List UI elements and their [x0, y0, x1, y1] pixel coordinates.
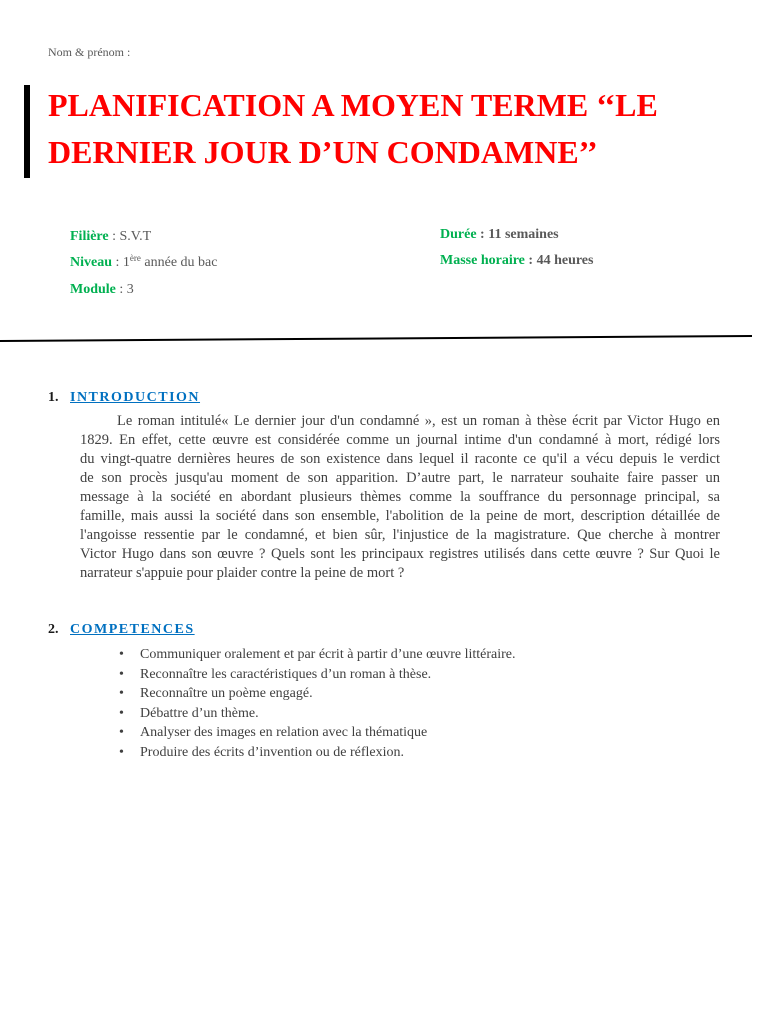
niveau-value-rest: année du bac	[144, 255, 218, 270]
niveau-value	[123, 255, 218, 270]
list-item	[117, 723, 516, 743]
paragraph-line: Victor Hugo dans son œuvre ? Quels sont les principaux registres utilisés dans cette œuvre ? Sur Quoi le	[80, 546, 720, 562]
filiere-separator: :	[112, 229, 116, 244]
paragraph-line: message à la société en abordant plusieurs thèmes comme la souffrance du personnage principal, sa	[80, 489, 720, 505]
niveau-value-number: 1	[122, 255, 130, 270]
list-item	[117, 743, 516, 763]
filiere-value: S.V.T	[119, 229, 152, 244]
competences-list	[117, 645, 516, 763]
list-item-text: Reconnaître les caractéristiques d’un roman à thèse.	[140, 666, 432, 682]
competences-number: 2.	[48, 622, 59, 637]
masse-horaire-separator: :	[528, 253, 534, 268]
list-item-text: Communiquer oralement et par écrit à partir d’une œuvre littéraire.	[140, 647, 516, 662]
paragraph-line: Le roman intitulé« Le dernier jour d'un condamné », est un roman à thèse écrit par Victor Hugo en	[117, 413, 720, 429]
bullet-icon: •	[119, 666, 124, 682]
duree-separator: :	[480, 227, 485, 242]
bullet-icon: •	[119, 725, 124, 741]
competences-heading	[48, 621, 195, 639]
title-line-1: PLANIFICATION A MOYEN TERME ‘‘LE	[48, 87, 658, 123]
introduction-paragraph	[80, 412, 720, 583]
bullet-icon: •	[119, 744, 124, 760]
list-item	[117, 704, 516, 724]
info-module	[70, 281, 134, 299]
introduction-heading	[48, 389, 200, 407]
module-separator: :	[119, 282, 124, 297]
paragraph-line: 1829. En effet, cette œuvre est considérée comme un journal intime d'un condamné à mort, rédigé lors	[80, 432, 720, 448]
paragraph-line: famille, mais aussi la société dans son ensemble, l'abolition de la peine de mort, description détaillée de	[80, 508, 720, 524]
info-filiere	[70, 228, 151, 246]
list-item	[117, 665, 516, 685]
list-item-text: Analyser des images en relation avec la thématique	[140, 725, 428, 741]
list-item	[117, 684, 516, 704]
niveau-label: Niveau	[70, 255, 112, 270]
list-item	[117, 645, 516, 665]
bullet-icon: •	[119, 686, 124, 702]
info-niveau	[70, 254, 217, 272]
duree-label: Durée	[440, 227, 477, 242]
title-line-2: DERNIER JOUR D’UN CONDAMNE’’	[48, 134, 598, 170]
info-duree	[440, 226, 559, 244]
module-value: 3	[126, 282, 134, 297]
paragraph-line: du vingt-quatre dernières heures de son existence dans lequel il raconte ce qu'il a vécu depuis le verdict	[80, 451, 720, 467]
bullet-icon: •	[119, 705, 124, 721]
list-item-text: Produire des écrits d’invention ou de réflexion.	[140, 744, 404, 760]
niveau-separator: :	[115, 255, 120, 270]
module-label: Module	[70, 282, 116, 297]
introduction-title: INTRODUCTION	[70, 390, 201, 405]
name-field-label: Nom & prénom :	[48, 45, 131, 59]
masse-horaire-label: Masse horaire	[440, 253, 525, 268]
info-masse-horaire	[440, 252, 593, 270]
competences-title: COMPETENCES	[70, 622, 195, 637]
niveau-value-superscript: ère	[129, 253, 141, 263]
paragraph-line: l'angoisse ressentie par le condamné, et bien sûr, l'injustice de la magistrature. Que cherche à montrer	[80, 527, 720, 543]
paragraph-line: narrateur s'appuie pour plaider contre la peine de mort ?	[80, 565, 405, 581]
title-accent-bar	[24, 85, 30, 178]
list-item-text: Débattre d’un thème.	[140, 705, 259, 721]
duree-value: 11 semaines	[488, 227, 559, 242]
bullet-icon: •	[119, 647, 124, 662]
paragraph-line: de son procès jusqu'au moment de son apparition. D’autre part, le narrateur souhaite faire passer un	[80, 470, 720, 486]
document-title	[48, 82, 658, 176]
introduction-number: 1.	[48, 390, 59, 405]
list-item-text: Reconnaître un poème engagé.	[140, 686, 313, 702]
filiere-label: Filière	[70, 229, 109, 244]
masse-horaire-value: 44 heures	[536, 253, 594, 268]
section-divider	[0, 330, 768, 350]
